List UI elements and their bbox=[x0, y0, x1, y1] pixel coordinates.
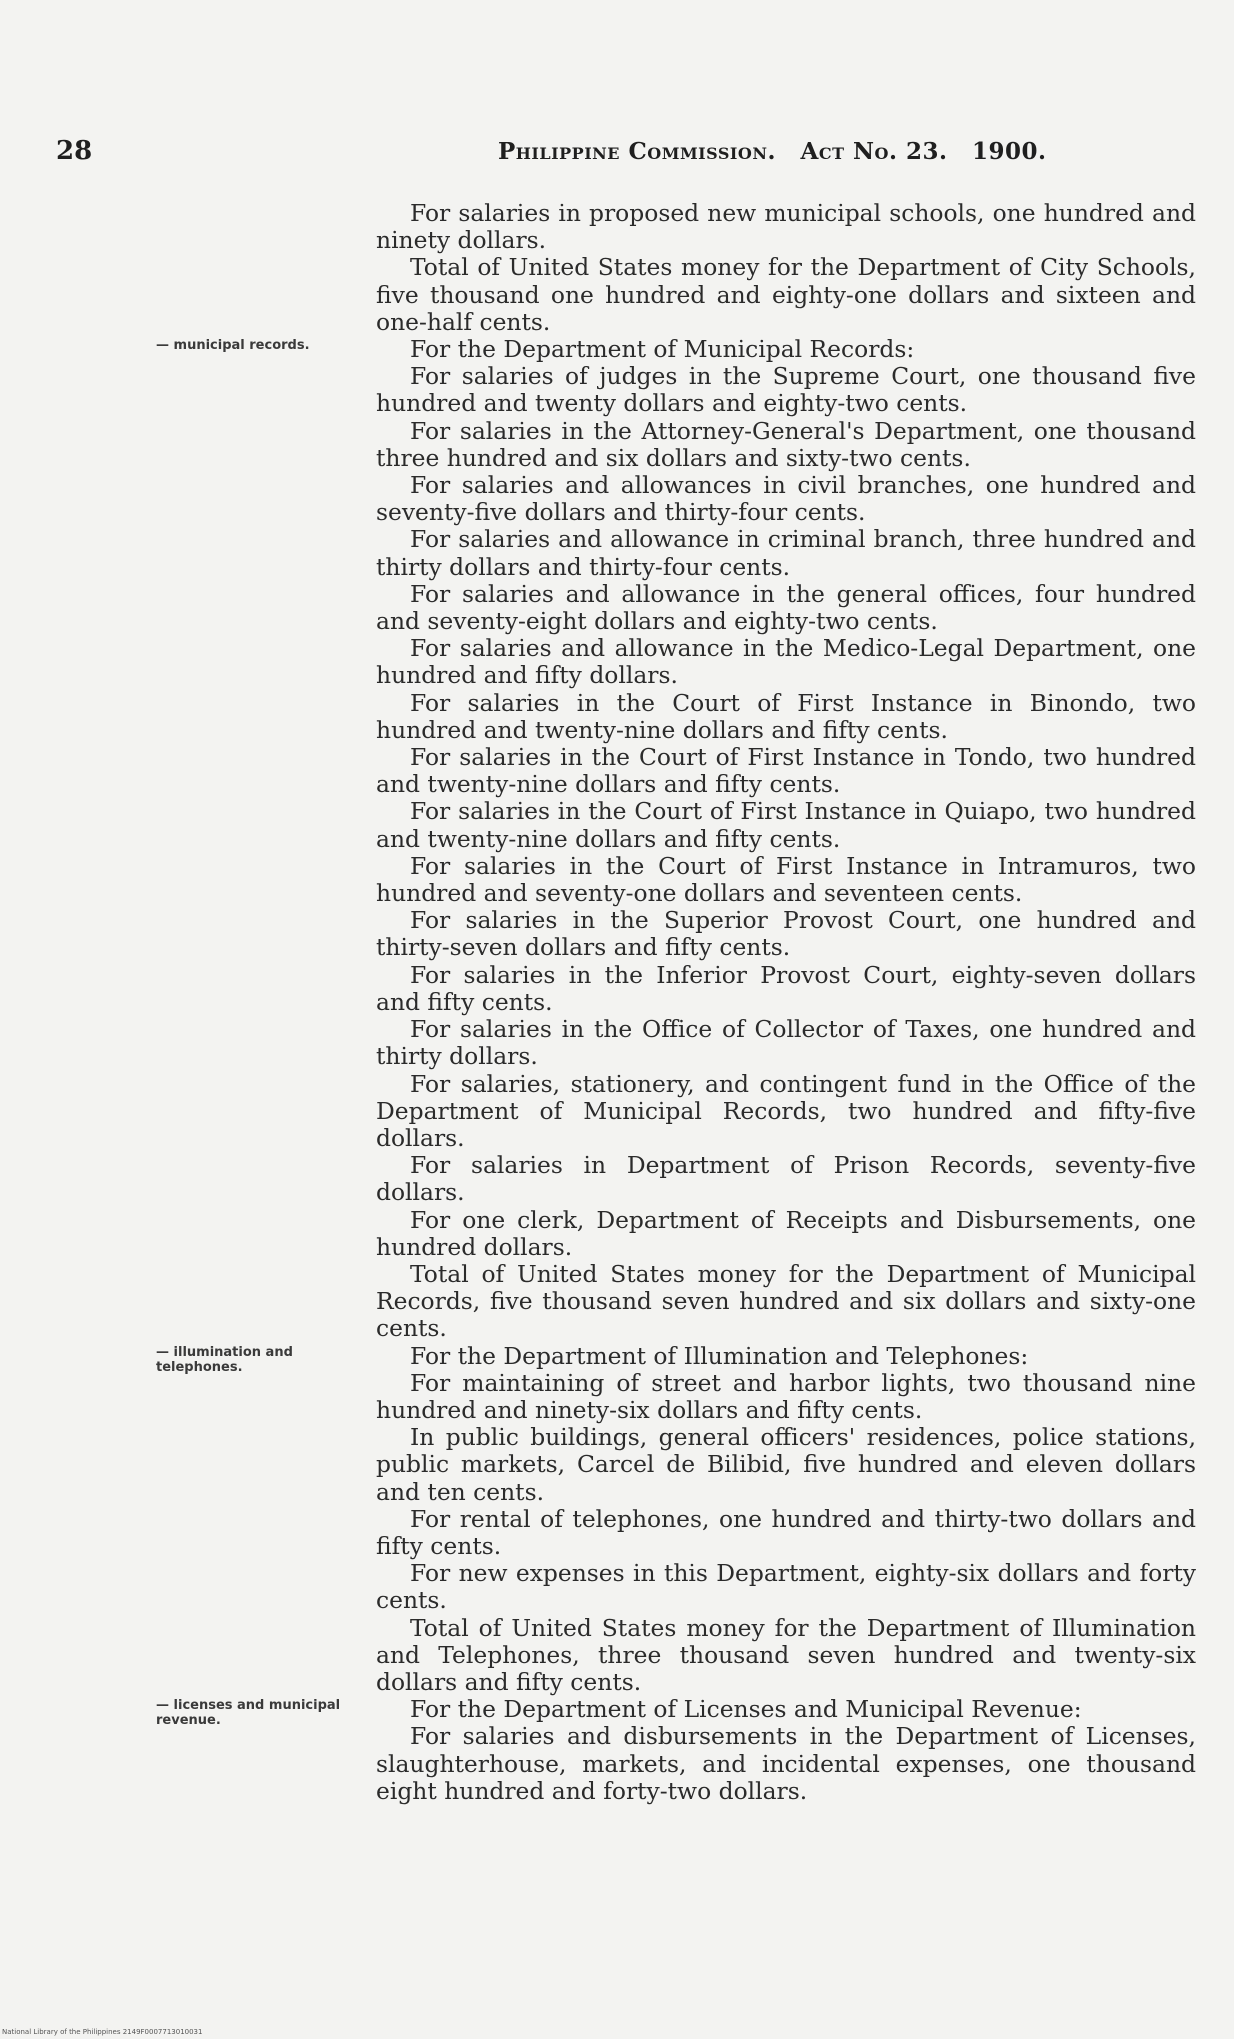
paragraph: For salaries and allowance in the Medico-Legal Department, one hundred and fifty dollars. bbox=[376, 634, 1196, 690]
page-number: 28 bbox=[56, 136, 93, 166]
paragraph: For salaries in the Court of First Instance in Binondo, two hundred and twenty-nine dollars and fifty cents. bbox=[376, 688, 1196, 744]
paragraph: Total of United States money for the Department of Municipal Records, five thousand seven hundred and six dollars and sixty-one cents. bbox=[376, 1259, 1196, 1343]
paragraph-block bbox=[376, 200, 1196, 254]
paragraph-block bbox=[376, 853, 1196, 907]
paragraph-block bbox=[156, 1341, 1196, 1375]
paragraph-block bbox=[376, 635, 1196, 689]
paragraph: For salaries and disbursements in the Department of Licenses, slaughterhouse, markets, and incidental expenses, one thousand eight hundred and forty-two dollars. bbox=[376, 1722, 1196, 1805]
paragraph: For salaries in the Superior Provost Court, one hundred and thirty-seven dollars and fifty cents. bbox=[376, 906, 1196, 962]
paragraph-block bbox=[156, 335, 1196, 364]
paragraph: For the Department of Licenses and Municipal Revenue: bbox=[410, 1695, 1082, 1724]
paragraph: For rental of telephones, one hundred and thirty-two dollars and fifty cents. bbox=[376, 1504, 1196, 1560]
paragraph: In public buildings, general officers' residences, police stations, public markets, Carcel de Bilibid, five hundred and eleven dollars and ten cents. bbox=[376, 1423, 1196, 1506]
margin-note: — licenses and municipal revenue. bbox=[156, 1698, 341, 1729]
footer-stamp: National Library of the Philippines 2149F0007713010031 bbox=[2, 2028, 203, 2036]
paragraph-block bbox=[376, 1723, 1196, 1805]
paragraph: For salaries and allowances in civil branches, one hundred and seventy-five dollars and thirty-four cents. bbox=[376, 471, 1196, 527]
paragraph-block bbox=[376, 1370, 1196, 1424]
paragraph-block bbox=[376, 581, 1196, 635]
paragraph-block bbox=[376, 1560, 1196, 1614]
paragraph-block bbox=[376, 962, 1196, 1016]
paragraph: For the Department of Illumination and Telephones: bbox=[410, 1341, 1029, 1370]
paragraph: For the Department of Municipal Records: bbox=[410, 335, 915, 364]
paragraph-block bbox=[376, 363, 1196, 417]
paragraph-block bbox=[376, 1152, 1196, 1206]
paragraph-block bbox=[376, 744, 1196, 798]
paragraph-block bbox=[376, 1615, 1196, 1697]
paragraph: For salaries in the Attorney-General's Department, one thousand three hundred and six dollars and sixty-two cents. bbox=[376, 416, 1196, 472]
paragraph: For salaries in Department of Prison Records, seventy-five dollars. bbox=[376, 1151, 1196, 1207]
paragraph-block bbox=[376, 798, 1196, 852]
margin-note: — municipal records. bbox=[156, 338, 310, 354]
paragraph: For salaries and allowance in the general offices, four hundred and seventy-eight dollars and eighty-two cents. bbox=[376, 579, 1196, 636]
paragraph: For salaries and allowance in criminal branch, three hundred and thirty dollars and thirty-four cents. bbox=[376, 525, 1196, 581]
paragraph-block bbox=[376, 1016, 1196, 1070]
paragraph-block bbox=[376, 472, 1196, 526]
paragraph-block bbox=[376, 690, 1196, 744]
paragraph: For salaries in the Court of First Instance in Intramuros, two hundred and seventy-one dollars and seventeen cents. bbox=[376, 851, 1196, 908]
paragraph-block bbox=[376, 1506, 1196, 1560]
paragraph: For salaries in the Court of First Instance in Tondo, two hundred and twenty-nine dollars and fifty cents. bbox=[376, 743, 1196, 799]
paragraph-block bbox=[376, 418, 1196, 472]
paragraph-block bbox=[376, 254, 1196, 336]
paragraph: For new expenses in this Department, eighty-six dollars and forty cents. bbox=[376, 1559, 1196, 1615]
running-head-title: Philippine Commission. bbox=[498, 138, 776, 165]
paragraph-block bbox=[376, 1424, 1196, 1506]
paragraph-block bbox=[376, 1071, 1196, 1153]
margin-note: — illumination and telephones. bbox=[156, 1344, 293, 1375]
paragraph-block bbox=[376, 1207, 1196, 1261]
paragraph: For salaries in proposed new municipal schools, one hundred and ninety dollars. bbox=[376, 199, 1196, 255]
paragraph-block bbox=[376, 1261, 1196, 1343]
paragraph: For salaries in the Office of Collector of Taxes, one hundred and thirty dollars. bbox=[376, 1015, 1196, 1071]
paragraph: For salaries, stationery, and contingent fund in the Office of the Department of Municipal Records, two hundred and fifty-five dollars. bbox=[376, 1069, 1196, 1152]
paragraph: For salaries of judges in the Supreme Court, one thousand five hundred and twenty dollars and eighty-two cents. bbox=[376, 362, 1196, 418]
paragraph: For salaries in the Court of First Instance in Quiapo, two hundred and twenty-nine dollars and fifty cents. bbox=[376, 797, 1196, 853]
paragraph: For one clerk, Department of Receipts and Disbursements, one hundred dollars. bbox=[376, 1205, 1196, 1261]
paragraph: Total of United States money for the Department of Illumination and Telephones, three thousand seven hundred and twenty-six dollars and fifty cents. bbox=[376, 1613, 1196, 1696]
paragraph-block bbox=[156, 1695, 1196, 1729]
running-head-act: Act No. 23. bbox=[800, 138, 948, 165]
paragraph: Total of United States money for the Department of City Schools, five thousand one hundred and eighty-one dollars and sixteen and one-half cents. bbox=[376, 253, 1196, 336]
paragraph-block bbox=[376, 526, 1196, 580]
paragraph: For salaries in the Inferior Provost Court, eighty-seven dollars and fifty cents. bbox=[376, 960, 1196, 1016]
running-head-year: 1900. bbox=[971, 138, 1047, 165]
paragraph: For maintaining of street and harbor lights, two thousand nine hundred and ninety-six dollars and fifty cents. bbox=[376, 1368, 1196, 1424]
body-text bbox=[156, 199, 1196, 1805]
running-head bbox=[498, 138, 1063, 165]
paragraph-block bbox=[376, 907, 1196, 961]
